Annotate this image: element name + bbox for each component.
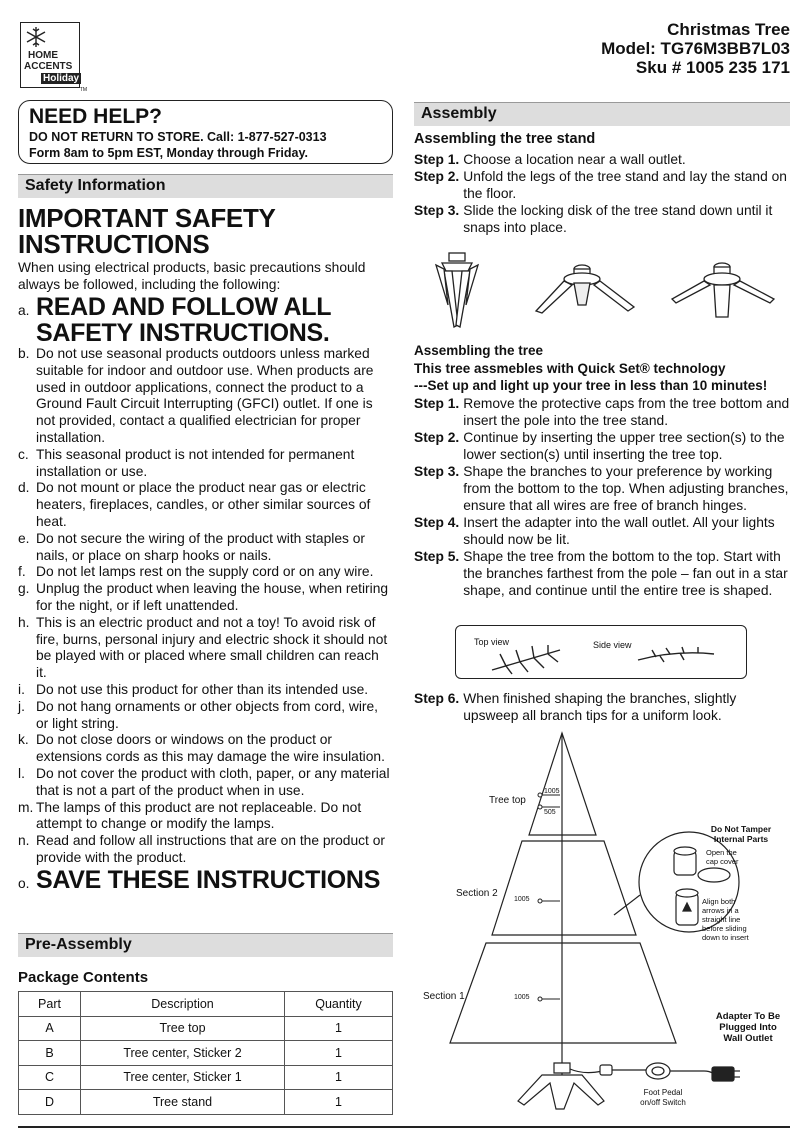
assembly-heading: Assembly (414, 102, 790, 126)
list-item: d. Do not mount or place the product near gas or electric heaters, fireplaces, candles, or other similar sources of heat. (18, 480, 371, 529)
list-item: j. Do not hang ornaments or other objects from cord, wire, or light string. (18, 698, 379, 731)
list-item: l. Do not cover the product with cloth, paper, or any material that is not a part of the product when in use. (18, 765, 390, 798)
list-item: Step 1. Remove the protective caps from the tree bottom and insert the pole into the tree stand. (414, 396, 790, 428)
side-view-label: Side view (593, 640, 632, 650)
list-item: Step 3. Slide the locking disk of the tree stand down until it snaps into place. (414, 203, 773, 235)
list-item: a. READ AND FOLLOW ALL SAFETY INSTRUCTIONS. (18, 293, 331, 347)
safety-title-line1: IMPORTANT SAFETY (18, 203, 276, 233)
list-item: Step 5. Shape the tree from the bottom to the top. Start with the branches farthest from the pole – fan out in a star shape, and continue until the entire tree is shaped. (414, 549, 788, 598)
help-hours-line: Form 8am to 5pm EST, Monday through Friday. (29, 146, 308, 160)
list-item: Step 4. Insert the adapter into the wall outlet. All your lights should now be lit. (414, 515, 775, 547)
safety-list (18, 294, 393, 893)
stand-assembly-title: Assembling the tree stand (414, 131, 596, 147)
brand-logo (20, 22, 87, 93)
package-contents-title: Package Contents (18, 969, 149, 986)
tree-assembly-title: Assembling the tree (414, 343, 544, 358)
quickset-subline: ---Set up and light up your tree in less than 10 minutes! (414, 378, 768, 393)
connector-label: 1005 (514, 994, 530, 1001)
need-help-title: NEED HELP? (29, 105, 163, 128)
tree-steps (414, 395, 790, 599)
column-header: Quantity (285, 992, 393, 1017)
list-item: b. Do not use seasonal products outdoors unless marked suitable for indoor and outdoor use. When products are used in outdoor applications, connect the product to a Ground Fault Circuit Interrupting (GFCI) outlet. If one is not provided, contact a qualified electrician for proper installation. (18, 346, 374, 445)
list-item: n. Read and follow all instructions that are on the product or provide with the product. (18, 833, 385, 865)
list-item: Step 6. When finished shaping the branches, slightly upsweep all branch tips for a uniform look. (414, 691, 737, 723)
safety-title (18, 205, 276, 257)
section2-label: Section 2 (456, 888, 498, 899)
column-header: Part (19, 992, 81, 1017)
pre-assembly-heading: Pre-Assembly (18, 933, 393, 957)
bottom-divider (18, 1126, 790, 1128)
list-item: Step 1. Choose a location near a wall outlet. (414, 152, 686, 167)
section1-label: Section 1 (423, 991, 465, 1002)
logo-line2: ACCENTS (24, 61, 73, 72)
list-item: g. Unplug the product when leaving the house, when retiring for the night, or if left unattended. (18, 581, 389, 613)
table-header-row (19, 992, 393, 1017)
open-cap-label: Open the cap cover (706, 848, 739, 866)
list-item: Step 3. Shape the branches to your preference by working from the bottom to the top. When adjusting branches, ensure that all wires are free of branch hinges. (414, 464, 789, 513)
list-item: m. The lamps of this product are not replaceable. Do not attempt to change or modify the lamps. (18, 799, 362, 832)
product-name: Christmas Tree (667, 20, 790, 39)
table-row: D Tree stand 1 (19, 1090, 393, 1115)
list-item: f. Do not let lamps rest on the supply cord or on any wire. (18, 564, 374, 580)
list-item: Step 2. Continue by inserting the upper tree section(s) to the lower section(s) until inserting the tree top. (414, 430, 785, 462)
logo-line1: HOME (28, 50, 58, 61)
branch-top-view-icon (486, 644, 566, 676)
logo-line3: Holiday (43, 73, 80, 84)
connector-label: 1005 (514, 896, 530, 903)
list-item: o. SAVE THESE INSTRUCTIONS (18, 865, 381, 894)
tree-stand-illustration (414, 245, 794, 335)
table-row: B Tree center, Sticker 2 1 (19, 1041, 393, 1066)
list-item: h. This is an electric product and not a toy! To avoid risk of fire, burns, personal injury and electric shock it should not be played with or placed where small children can reach it. (18, 614, 388, 681)
safety-title-line2: INSTRUCTIONS (18, 229, 210, 259)
table-row: A Tree top 1 (19, 1016, 393, 1041)
sku-number: Sku # 1005 235 171 (635, 58, 790, 77)
do-not-tamper-label: Do Not Tamper Internal Parts (710, 824, 772, 844)
safety-intro: When using electrical products, basic precautions should always be followed, including the following: (18, 260, 366, 292)
table-row: C Tree center, Sticker 1 1 (19, 1065, 393, 1090)
adapter-label: Adapter To Be Plugged Into Wall Outlet (715, 1011, 781, 1044)
safety-heading: Safety Information (18, 174, 393, 198)
foot-pedal-label: Foot Pedal on/off Switch (640, 1088, 686, 1107)
list-item: i. Do not use this product for other than its intended use. (18, 681, 369, 697)
help-phone-line: DO NOT RETURN TO STORE. Call: 1-877-527-0313 (29, 130, 327, 144)
top-view-label: Top view (474, 637, 510, 647)
list-item: Step 2. Unfold the legs of the tree stand and lay the stand on the floor. (414, 169, 787, 201)
quickset-line: This tree assmebles with Quick Set® technology (414, 361, 726, 376)
logo-trademark: TM (79, 87, 87, 93)
need-help-box (18, 100, 393, 164)
step6 (414, 690, 790, 724)
connector-label: 1005 (544, 788, 560, 795)
list-item: e. Do not secure the wiring of the product with staples or nails, or place on sharp hooks or nails. (18, 530, 365, 563)
model-number: Model: TG76M3BB7L03 (601, 39, 790, 58)
column-header: Description (81, 992, 285, 1017)
list-item: k. Do not close doors or windows on the product or extensions cords as this may damage the wire insulation. (18, 732, 385, 765)
tree-assembly-diagram (414, 725, 794, 1140)
package-contents-table (18, 991, 393, 1115)
stand-steps (414, 151, 790, 236)
snowflake-icon (25, 26, 47, 48)
product-header (601, 20, 790, 77)
align-arrows-label: Align both arrows in a straight line before sliding down to insert (702, 897, 749, 942)
branch-side-view-icon (636, 646, 716, 666)
list-item: c. This seasonal product is not intended for permanent installation or use. (18, 446, 355, 479)
tree-top-label: Tree top (489, 795, 526, 806)
branch-views-figure (455, 625, 747, 679)
connector-label: 505 (544, 809, 556, 816)
